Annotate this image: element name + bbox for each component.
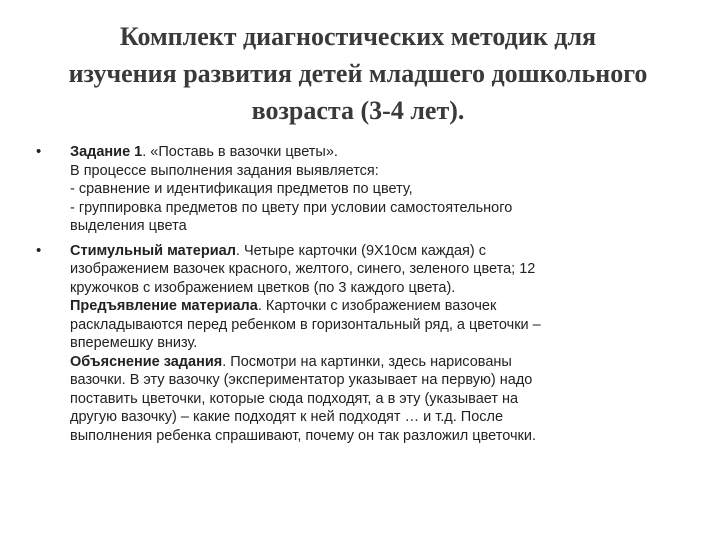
bullet-list bbox=[30, 143, 686, 445]
title-line-3: возраста (3-4 лет). bbox=[251, 96, 465, 125]
explanation-line-4: другую вазочку) – какие подходят к ней подходят … и т.д. После bbox=[70, 409, 504, 425]
task-lead: Задание 1 bbox=[70, 144, 143, 160]
title-line-2: изучения развития детей младшего дошкольного bbox=[68, 59, 648, 88]
task-line-2: В процессе выполнения задания выявляется: bbox=[70, 162, 379, 179]
title-line-1: Комплект диагностических методик для bbox=[119, 22, 597, 51]
bullet-dot-icon: • bbox=[36, 143, 42, 160]
bullet-dot-icon: • bbox=[36, 241, 42, 259]
bullet-item-task bbox=[30, 143, 686, 236]
task-line-5: выделения цвета bbox=[70, 218, 187, 234]
explanation-line-3: поставить цветочки, которые сюда подходят, а в эту (указывает на bbox=[70, 390, 519, 407]
presentation-lead: Предъявление материала bbox=[70, 298, 258, 314]
explanation-lead: Объяснение задания bbox=[70, 353, 223, 370]
explanation-line-1-text: . Посмотри на картинки, здесь нарисованы bbox=[222, 353, 512, 370]
explanation-line-5: выполнения ребенка спрашивают, почему он так разложил цветочки. bbox=[70, 427, 536, 444]
stimulus-lead: Стимульный материал bbox=[70, 242, 236, 259]
presentation-line-3: вперемешку внизу. bbox=[70, 335, 198, 351]
presentation-line-2: раскладываются перед ребенком в горизонтальный ряд, а цветочки – bbox=[70, 316, 541, 333]
presentation-line-1-text: . Карточки с изображением вазочек bbox=[257, 298, 497, 314]
presentation-line-1 bbox=[70, 297, 686, 316]
page-title bbox=[30, 18, 686, 129]
stimulus-line-2: изображением вазочек красного, желтого, синего, зеленого цвета; 12 bbox=[70, 261, 536, 277]
bullet-item-stimulus bbox=[30, 242, 686, 446]
task-line-1 bbox=[70, 143, 686, 162]
task-line-4: - группировка предметов по цвету при условии самостоятельного bbox=[70, 199, 513, 216]
stimulus-line-1 bbox=[70, 242, 686, 261]
stimulus-line-1-text: . Четыре карточки (9Х10см каждая) с bbox=[235, 242, 487, 259]
stimulus-line-3: кружочков с изображением цветков (по 3 каждого цвета). bbox=[70, 279, 456, 296]
task-line-3: - сравнение и идентификация предметов по цвету, bbox=[70, 181, 413, 197]
explanation-line-1 bbox=[70, 353, 686, 372]
task-line-1-text: . «Поставь в вазочки цветы». bbox=[142, 144, 338, 160]
explanation-line-2: вазочки. В эту вазочку (экспериментатор указывает на первую) надо bbox=[70, 372, 533, 388]
